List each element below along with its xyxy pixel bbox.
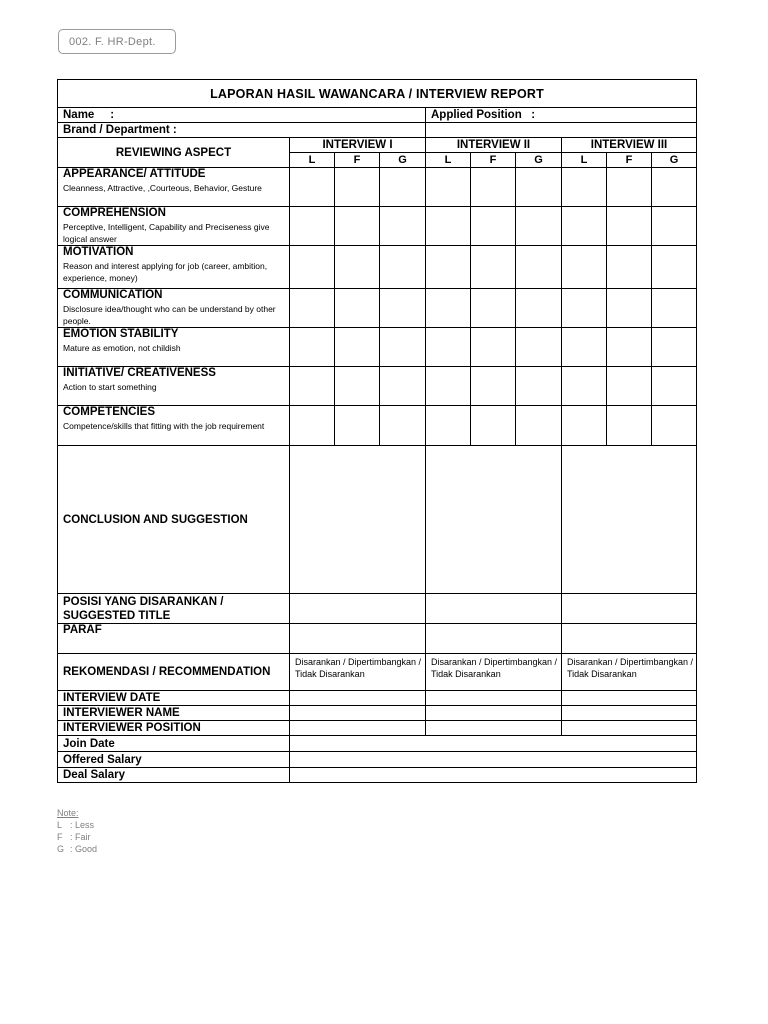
rating-cell[interactable] [562, 207, 607, 246]
scale-g: G [516, 153, 562, 168]
aspect-description: Mature as emotion, not childish [63, 343, 181, 353]
aspect-row [58, 168, 697, 207]
interview-date-label: INTERVIEW DATE [58, 691, 290, 706]
aspect-description: Disclosure idea/thought who can be understand by other people. [63, 304, 276, 326]
aspect-title: COMPETENCIES [63, 406, 156, 418]
brand-department-field[interactable]: Brand / Department : [58, 123, 426, 138]
rating-cell[interactable] [290, 168, 335, 207]
form-code-label: 002. F. HR-Dept. [58, 29, 176, 54]
scale-g: G [380, 153, 426, 168]
rating-cell[interactable] [516, 328, 562, 367]
conclusion-interview-3[interactable] [562, 446, 697, 594]
suggested-title-interview-3[interactable] [562, 594, 697, 624]
legend-note [57, 807, 97, 855]
reviewing-aspect-header: REVIEWING ASPECT [58, 138, 290, 168]
suggested-title-interview-1[interactable] [290, 594, 426, 624]
rating-cell[interactable] [607, 328, 652, 367]
aspect-row [58, 406, 697, 446]
rating-cell[interactable] [607, 406, 652, 446]
conclusion-label: CONCLUSION AND SUGGESTION [58, 446, 290, 594]
rating-cell[interactable] [652, 207, 697, 246]
recommendation-options-3[interactable]: Disarankan / Dipertimbangkan / Tidak Disarankan [562, 654, 697, 691]
rating-cell[interactable] [516, 406, 562, 446]
rating-cell[interactable] [562, 168, 607, 207]
applied-position-field[interactable]: Applied Position : [426, 108, 697, 123]
note-item-less: L : Less [57, 820, 95, 830]
rating-cell[interactable] [426, 168, 471, 207]
rating-cell[interactable] [652, 246, 697, 289]
rating-cell[interactable] [290, 328, 335, 367]
scale-f: F [471, 153, 516, 168]
scale-f: F [607, 153, 652, 168]
rating-cell[interactable] [562, 367, 607, 406]
suggested-title-label: POSISI YANG DISARANKAN / SUGGESTED TITLE [58, 594, 290, 624]
rating-cell[interactable] [335, 207, 380, 246]
aspect-row [58, 246, 697, 289]
rating-cell[interactable] [562, 246, 607, 289]
aspect-description: Perceptive, Intelligent, Capability and Preciseness give logical answer [63, 222, 270, 244]
join-date-field[interactable] [290, 736, 697, 752]
interview-date-2[interactable] [426, 691, 562, 706]
rating-cell[interactable] [607, 168, 652, 207]
name-field[interactable]: Name : [58, 108, 426, 123]
rating-cell[interactable] [471, 289, 516, 328]
note-title: Note: [57, 808, 79, 818]
rating-cell[interactable] [426, 246, 471, 289]
rating-cell[interactable] [426, 289, 471, 328]
rating-cell[interactable] [380, 289, 426, 328]
aspect-title: EMOTION STABILITY [63, 328, 179, 340]
aspect-title: INITIATIVE/ CREATIVENESS [63, 367, 216, 379]
rating-cell[interactable] [290, 207, 335, 246]
interviewer-name-label: INTERVIEWER NAME [58, 706, 290, 721]
rating-cell[interactable] [607, 367, 652, 406]
deal-salary-field[interactable] [290, 768, 697, 783]
scale-l: L [290, 153, 335, 168]
rating-cell[interactable] [607, 207, 652, 246]
suggested-title-interview-2[interactable] [426, 594, 562, 624]
aspect-title: COMMUNICATION [63, 289, 163, 301]
paraf-interview-3[interactable] [562, 624, 697, 654]
interview-1-header: INTERVIEW I [290, 138, 426, 153]
scale-l: L [562, 153, 607, 168]
aspect-description: Cleanness, Attractive, ,Courteous, Behavior, Gesture [63, 183, 262, 193]
rating-cell[interactable] [471, 328, 516, 367]
interviewer-name-3[interactable] [562, 706, 697, 721]
rating-cell[interactable] [652, 367, 697, 406]
note-item-fair: F : Fair [57, 832, 91, 842]
rating-cell[interactable] [380, 406, 426, 446]
aspect-row [58, 328, 697, 367]
interview-date-1[interactable] [290, 691, 426, 706]
aspect-title: MOTIVATION [63, 246, 134, 258]
interview-3-header: INTERVIEW III [562, 138, 697, 153]
rating-cell[interactable] [516, 367, 562, 406]
conclusion-interview-1[interactable] [290, 446, 426, 594]
rating-cell[interactable] [607, 246, 652, 289]
rating-cell[interactable] [471, 246, 516, 289]
aspect-description: Competence/skills that fitting with the job requirement [63, 421, 265, 431]
rating-cell[interactable] [516, 207, 562, 246]
aspect-title: APPEARANCE/ ATTITUDE [63, 168, 206, 180]
rating-cell[interactable] [562, 289, 607, 328]
rating-cell[interactable] [516, 168, 562, 207]
rating-cell[interactable] [471, 207, 516, 246]
rating-cell[interactable] [290, 406, 335, 446]
rating-cell[interactable] [652, 289, 697, 328]
recommendation-options-1[interactable]: Disarankan / Dipertimbangkan / Tidak Disarankan [290, 654, 426, 691]
rating-cell[interactable] [562, 406, 607, 446]
rating-cell[interactable] [426, 207, 471, 246]
interview-date-3[interactable] [562, 691, 697, 706]
rating-cell[interactable] [380, 328, 426, 367]
rating-cell[interactable] [335, 289, 380, 328]
rating-cell[interactable] [471, 168, 516, 207]
rating-cell[interactable] [380, 207, 426, 246]
aspect-row [58, 367, 697, 406]
rating-cell[interactable] [516, 289, 562, 328]
paraf-interview-2[interactable] [426, 624, 562, 654]
rating-cell[interactable] [652, 328, 697, 367]
interviewer-name-2[interactable] [426, 706, 562, 721]
aspect-row [58, 289, 697, 328]
rating-cell[interactable] [471, 367, 516, 406]
scale-l: L [426, 153, 471, 168]
brand-department-blank [426, 123, 697, 138]
interviewer-position-3[interactable] [562, 721, 697, 736]
offered-salary-label: Offered Salary [58, 752, 290, 768]
join-date-label: Join Date [58, 736, 290, 752]
rating-cell[interactable] [335, 406, 380, 446]
aspect-description: Action to start something [63, 382, 157, 392]
scale-f: F [335, 153, 380, 168]
interviewer-position-label: INTERVIEWER POSITION [58, 721, 290, 736]
rating-cell[interactable] [290, 367, 335, 406]
scale-g: G [652, 153, 697, 168]
rating-cell[interactable] [652, 406, 697, 446]
rating-cell[interactable] [290, 246, 335, 289]
rating-cell[interactable] [426, 328, 471, 367]
aspect-row [58, 207, 697, 246]
interviewer-name-1[interactable] [290, 706, 426, 721]
offered-salary-field[interactable] [290, 752, 697, 768]
rating-cell[interactable] [290, 289, 335, 328]
rating-cell[interactable] [335, 367, 380, 406]
rating-cell[interactable] [562, 328, 607, 367]
interview-2-header: INTERVIEW II [426, 138, 562, 153]
rating-cell[interactable] [607, 289, 652, 328]
rating-cell[interactable] [426, 367, 471, 406]
rating-cell[interactable] [335, 168, 380, 207]
deal-salary-label: Deal Salary [58, 768, 290, 783]
rating-cell[interactable] [516, 246, 562, 289]
report-title: LAPORAN HASIL WAWANCARA / INTERVIEW REPORT [58, 80, 697, 108]
recommendation-options-2[interactable]: Disarankan / Dipertimbangkan / Tidak Disarankan [426, 654, 562, 691]
aspect-description: Reason and interest applying for job (career, ambition, experience, money) [63, 261, 268, 283]
interviewer-position-1[interactable] [290, 721, 426, 736]
rating-cell[interactable] [335, 246, 380, 289]
rating-cell[interactable] [426, 406, 471, 446]
rating-cell[interactable] [380, 246, 426, 289]
conclusion-interview-2[interactable] [426, 446, 562, 594]
rating-cell[interactable] [471, 406, 516, 446]
note-item-good: G : Good [57, 844, 98, 854]
rating-cell[interactable] [335, 328, 380, 367]
rating-cell[interactable] [652, 168, 697, 207]
paraf-interview-1[interactable] [290, 624, 426, 654]
interview-report-table [57, 79, 697, 783]
rating-cell[interactable] [380, 367, 426, 406]
aspect-title: COMPREHENSION [63, 207, 166, 219]
rating-cell[interactable] [380, 168, 426, 207]
interviewer-position-2[interactable] [426, 721, 562, 736]
recommendation-label: REKOMENDASI / RECOMMENDATION [58, 654, 290, 691]
paraf-label: PARAF [58, 624, 290, 654]
